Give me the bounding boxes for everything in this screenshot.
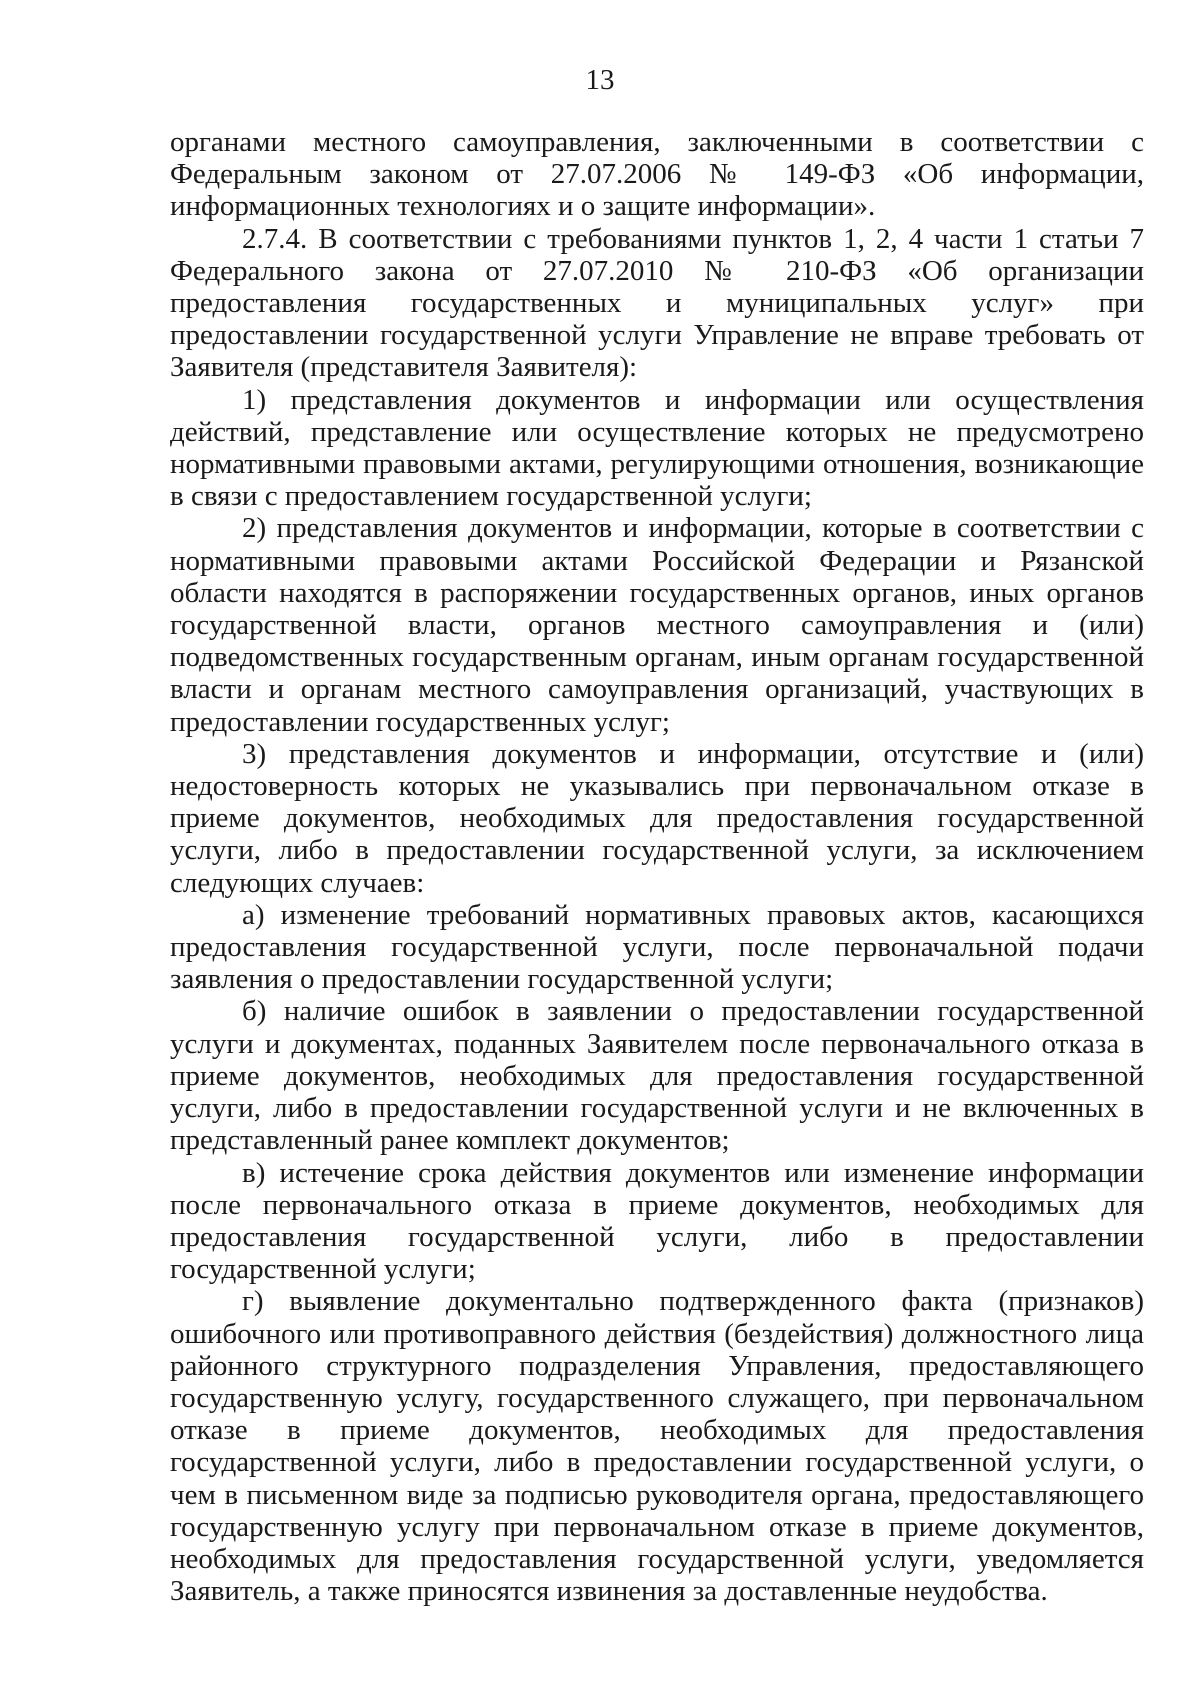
paragraph-subitem-g: г) выявление документально подтвержденного факта (признаков) ошибочного или противоправного действия (бездействия) должностного лица районного структурного подразделения Управления, предоставляющего государственную услугу, государственного служащего, при первоначальном отказе в приеме документов, необходимых для предоставления государственной услуги, либо в предоставлении государственной услуги, о чем в письменном виде за подписью руководителя органа, предоставляющего государственную услугу при первоначальном отказе в приеме документов, необходимых для предоставления государственной услуги, уведомляется Заявитель, а также приносятся извинения за доставленные неудобства.	[170, 1285, 1144, 1608]
paragraph-item-3: 3) представления документов и информации, отсутствие и (или) недостоверность которых не указывались при первоначальном отказе в приеме документов, необходимых для предоставления государственной услуги, либо в предоставлении государственной услуги, за исключением следующих случаев:	[170, 737, 1144, 899]
document-body	[170, 126, 1144, 1607]
paragraph-subitem-v: в) истечение срока действия документов или изменение информации после первоначального отказа в приеме документов, необходимых для предоставления государственной услуги, либо в предоставлении государственной услуги;	[170, 1156, 1144, 1286]
paragraph-subitem-b: б) наличие ошибок в заявлении о предоставлении государственной услуги и документах, поданных Заявителем после первоначального отказа в приеме документов, необходимых для предоставления государственной услуги, либо в предоставлении государственной услуги и не включенных в представленный ранее комплект документов;	[170, 995, 1144, 1157]
paragraph-item-2: 2) представления документов и информации, которые в соответствии с нормативными правовыми актами Российской Федерации и Рязанской области находятся в распоряжении государственных органов, иных органов государственной власти, органов местного самоуправления и (или) подведомственных государственным органам, иным органам государственной власти и органам местного самоуправления организаций, участвующих в предоставлении государственных услуг;	[170, 512, 1144, 738]
paragraph-section-2-7-4: 2.7.4. В соответствии с требованиями пунктов 1, 2, 4 части 1 статьи 7 Федерального закона от 27.07.2010 № 210-ФЗ «Об организации предоставления государственных и муниципальных услуг» при предоставлении государственной услуги Управление не вправе требовать от Заявителя (представителя Заявителя):	[170, 222, 1144, 384]
paragraph-continuation: органами местного самоуправления, заключенными в соответствии с Федеральным законом от 27.07.2006 № 149-ФЗ «Об информации, информационных технологиях и о защите информации».	[170, 126, 1144, 223]
paragraph-subitem-a: а) изменение требований нормативных правовых актов, касающихся предоставления государственной услуги, после первоначальной подачи заявления о предоставлении государственной услуги;	[170, 898, 1144, 996]
page-number: 13	[585, 64, 615, 96]
paragraph-item-1: 1) представления документов и информации или осуществления действий, представление или осуществление которых не предусмотрено нормативными правовыми актами, регулирующими отношения, возникающие в связи с предоставлением государственной услуги;	[170, 383, 1144, 513]
